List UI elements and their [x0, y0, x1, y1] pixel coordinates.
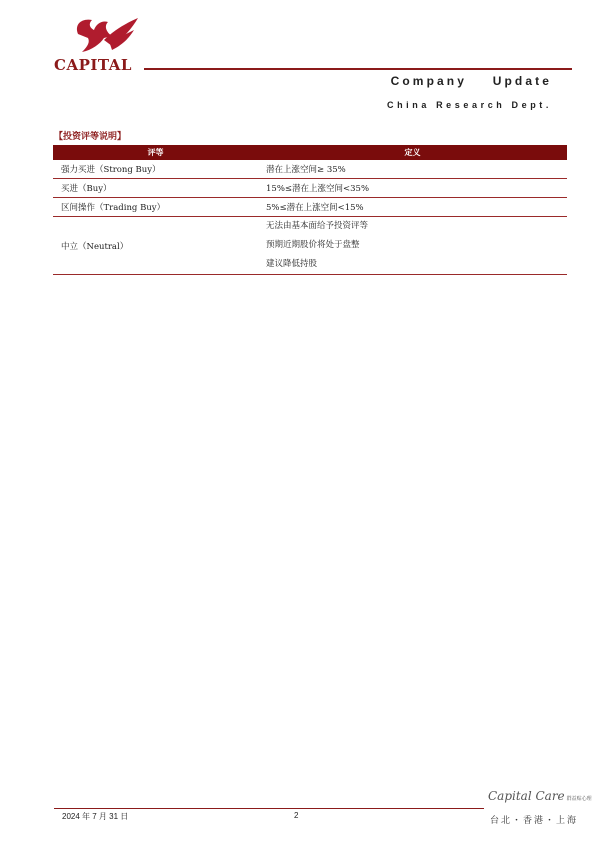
report-date: 2024 年 7 月 31 日 [62, 812, 129, 821]
definition-line: 建议降低持股 [266, 259, 318, 269]
office-cities: 台北・香港・上海 [490, 816, 579, 826]
definition-cell: 5%≤潜在上涨空间<15% [258, 198, 567, 217]
definition-cell: 15%≤潜在上涨空间<35% [258, 179, 567, 198]
table-row [53, 198, 567, 217]
page-number: 2 [294, 811, 299, 820]
definition-line: 预期近期股价将处于盘整 [266, 240, 360, 250]
rating-definitions-table [53, 145, 567, 275]
table-row [53, 217, 567, 275]
capital-care-brand [488, 789, 592, 803]
column-header-definition: 定义 [258, 145, 567, 160]
table-row [53, 160, 567, 179]
header-rule [144, 68, 572, 70]
capital-logo [54, 16, 144, 72]
rating-cell: 买进（Buy） [53, 179, 258, 198]
rating-cell: 中立（Neutral） [53, 217, 258, 275]
definition-cell [258, 217, 567, 275]
report-type-title: Company Update [390, 74, 552, 88]
table-row [53, 179, 567, 198]
definition-cell: 潜在上涨空间≥ 35% [258, 160, 567, 179]
definition-line: 无法由基本面给予投资评等 [266, 221, 369, 231]
eagle-icon [68, 16, 140, 56]
section-title: 【投资评等说明】 [54, 132, 127, 142]
department-subtitle: China Research Dept. [386, 100, 552, 110]
footer-rule [54, 808, 484, 809]
table-header-row [53, 145, 567, 160]
column-header-rating: 评等 [53, 145, 258, 160]
brand-cn: 群益贴心理 [566, 796, 592, 802]
brand-name: Capital Care [488, 789, 565, 803]
rating-cell: 区间操作（Trading Buy） [53, 198, 258, 217]
rating-cell: 强力买进（Strong Buy） [53, 160, 258, 179]
logo-wordmark: CAPITAL [54, 56, 132, 74]
